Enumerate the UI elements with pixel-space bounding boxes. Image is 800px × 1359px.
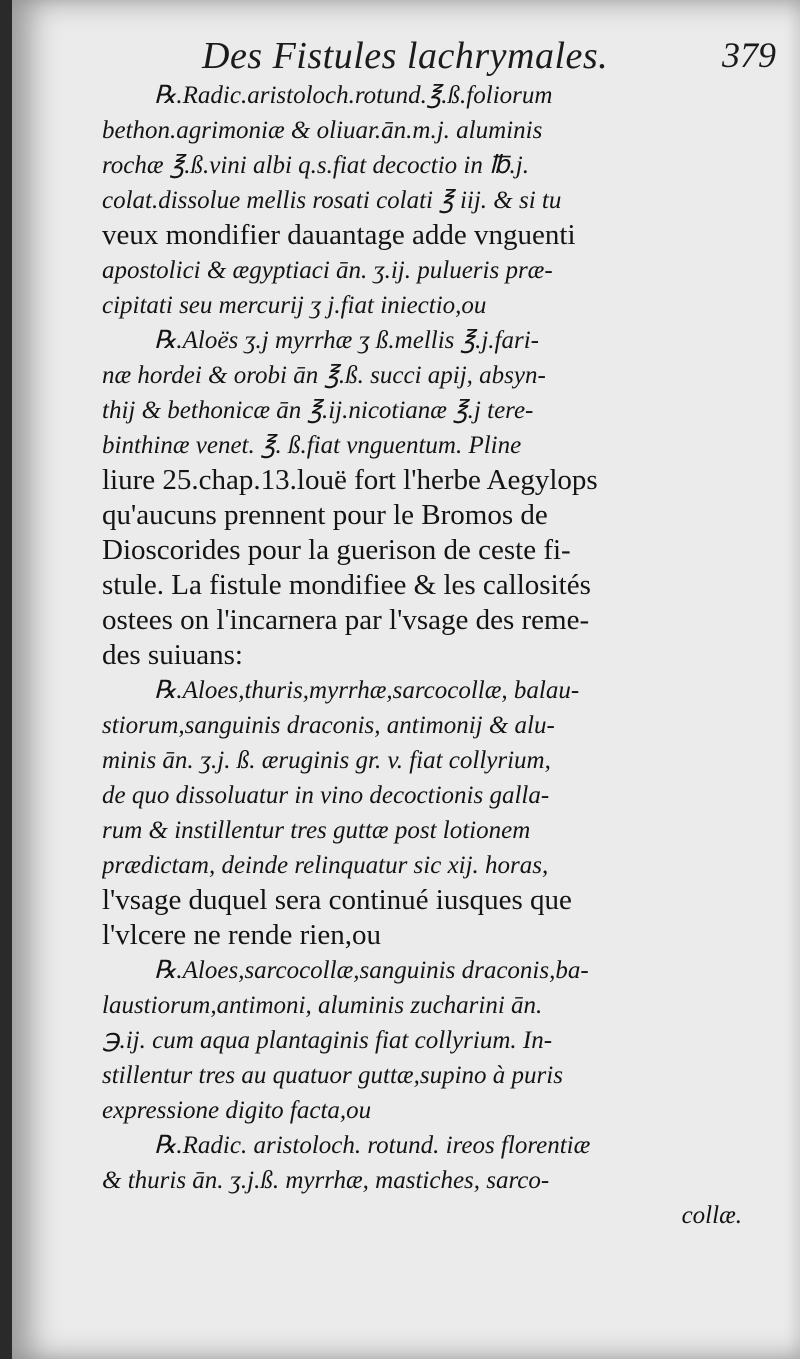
text-line: apostolici & ægyptiaci ān. ʒ.ij. pulueris præ- bbox=[102, 257, 553, 284]
text-line: ostees on l'incarnera par l'vsage des reme- bbox=[102, 604, 590, 636]
text-line: ℞.Radic.aristoloch.rotund.℥.ß.foliorum bbox=[154, 82, 553, 109]
text-line: stillentur tres au quatuor guttæ,supino à puris bbox=[102, 1062, 563, 1089]
text-line: rochæ ℥.ß.vini albi q.s.fiat decoctio in ℔.j. bbox=[102, 152, 529, 179]
text-line: rum & instillentur tres guttæ post lotionem bbox=[102, 817, 531, 844]
text-line: prædictam, deinde relinquatur sic xij. horas, bbox=[102, 852, 549, 879]
text-line: Dioscorides pour la guerison de ceste fi- bbox=[102, 534, 571, 566]
text-line: cipitati seu mercurij ʒ j.fiat iniectio,ou bbox=[102, 292, 487, 319]
text-line: de quo dissoluatur in vino decoctionis galla- bbox=[102, 782, 550, 809]
text-line: stule. La fistule mondifiee & les callosités bbox=[102, 569, 591, 601]
text-line: des suiuans: bbox=[102, 639, 243, 671]
text-line: liure 25.chap.13.louë fort l'herbe Aegylops bbox=[102, 464, 598, 496]
body-text bbox=[102, 78, 782, 1233]
text-line: thij & bethonicæ ān ℥.ij.nicotianæ ℥.j tere- bbox=[102, 397, 534, 424]
running-title: Des Fistules lachrymales. bbox=[202, 35, 609, 77]
text-line: næ hordei & orobi ān ℥.ß. succi apij, absyn- bbox=[102, 362, 546, 389]
text-line: ℞.Aloes,thuris,myrrhæ,sarcocollæ, balau- bbox=[154, 677, 580, 704]
text-line: veux mondifier dauantage adde vnguenti bbox=[102, 219, 576, 251]
text-line: ℞.Aloes,sarcocollæ,sanguinis draconis,ba- bbox=[154, 957, 589, 984]
text-line: ℞.Radic. aristoloch. rotund. ireos florentiæ bbox=[154, 1132, 591, 1159]
text-line: laustiorum,antimoni, aluminis zucharini ān. bbox=[102, 992, 543, 1019]
text-line: bethon.agrimoniæ & oliuar.ān.m.j. aluminis bbox=[102, 117, 543, 144]
book-page bbox=[12, 0, 800, 1359]
text-line: expressione digito facta,ou bbox=[102, 1097, 372, 1124]
text-line: collæ. bbox=[681, 1202, 742, 1229]
text-line: ℞.Aloës ʒ.j myrrhæ ʒ ß.mellis ℥.j.fari- bbox=[154, 327, 539, 354]
text-line: stiorum,sanguinis draconis, antimonij & alu- bbox=[102, 712, 555, 739]
text-line: l'vsage duquel sera continué iusques que bbox=[102, 884, 572, 916]
text-line: binthinæ venet. ℥. ß.fiat vnguentum. Pline bbox=[102, 432, 522, 459]
text-line: minis ān. ʒ.j. ß. æruginis gr. v. fiat collyrium, bbox=[102, 747, 551, 774]
text-line: qu'aucuns prennent pour le Bromos de bbox=[102, 499, 548, 531]
page-header bbox=[12, 34, 800, 82]
page-number: 379 bbox=[722, 35, 776, 75]
text-line: & thuris ān. ʒ.j.ß. myrrhæ, mastiches, sarco- bbox=[102, 1167, 550, 1194]
text-line: l'vlcere ne rende rien,ou bbox=[102, 919, 381, 951]
text-line: colat.dissolue mellis rosati colati ℥ iij. & si tu bbox=[102, 187, 562, 214]
text-line: ℈.ij. cum aqua plantaginis fiat collyrium. In- bbox=[102, 1027, 553, 1054]
